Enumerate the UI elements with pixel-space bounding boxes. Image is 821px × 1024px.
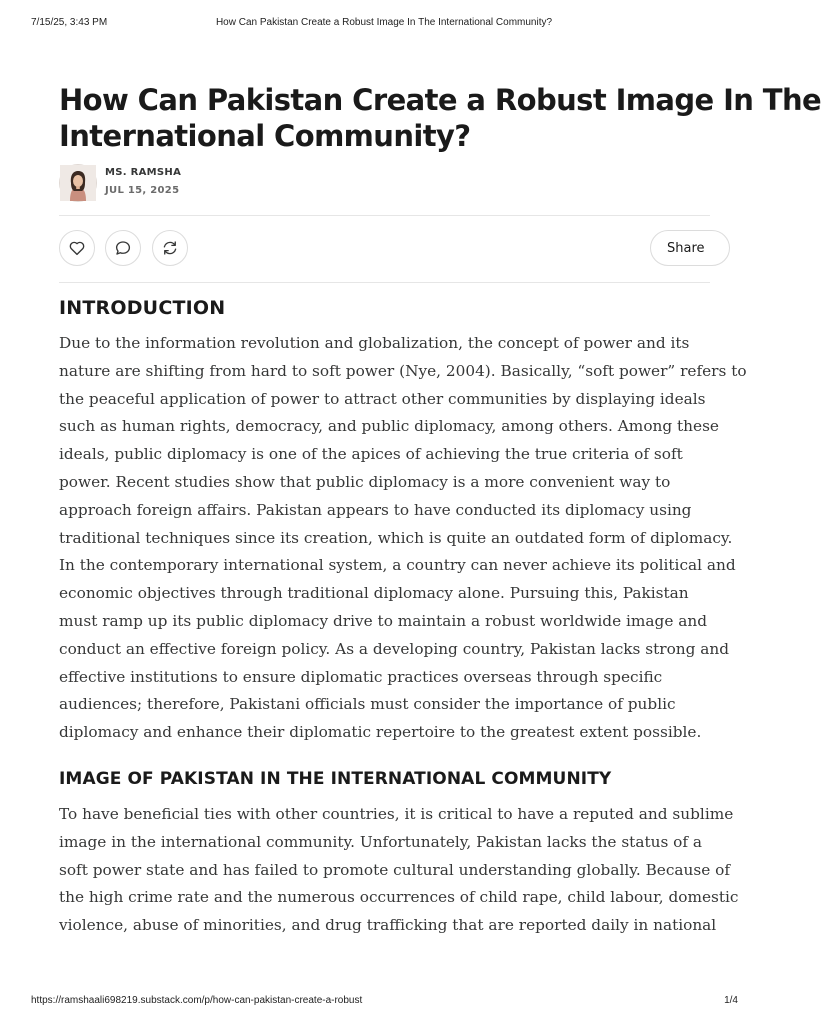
paragraph-line: effective institutions to ensure diplomatic practices overseas through specific — [59, 667, 663, 686]
paragraph-line: conduct an effective foreign policy. As a developing country, Pakistan lacks strong and — [59, 639, 730, 658]
byline — [59, 164, 710, 204]
author-avatar[interactable] — [59, 164, 97, 202]
comment-icon — [114, 239, 132, 257]
divider — [59, 215, 710, 216]
post-content — [59, 0, 821, 990]
paragraph-line: the high crime rate and the numerous occurrences of child rape, child labour, domestic — [59, 888, 739, 907]
share-button-label: Share — [667, 240, 705, 256]
post-actions — [59, 230, 739, 268]
paragraph-line: violence, abuse of minorities, and drug trafficking that are reported daily in national — [59, 916, 717, 935]
restack-icon — [161, 239, 179, 257]
post-title-line: International Community? — [59, 119, 471, 153]
paragraph-line: must ramp up its public diplomacy drive to maintain a robust worldwide image and — [59, 611, 707, 630]
author-name[interactable]: MS. RAMSHA — [105, 167, 182, 178]
print-page-title: How Can Pakistan Create a Robust Image In The International Community? — [215, 17, 553, 28]
paragraph — [59, 801, 759, 940]
restack-button[interactable] — [152, 230, 188, 266]
print-url: https://ramshaali698219.substack.com/p/how-can-pakistan-create-a-robust — [31, 995, 363, 1006]
paragraph-line: traditional techniques since its creation, which is quite an outdated form of diplomacy. — [59, 528, 733, 547]
share-button[interactable] — [650, 230, 730, 266]
heart-icon — [68, 239, 86, 257]
paragraph-line: audiences; therefore, Pakistani officials must consider the importance of public — [59, 695, 676, 714]
paragraph-line: power. Recent studies show that public diplomacy is a more convenient way to — [59, 472, 671, 491]
paragraph-line: ideals, public diplomacy is one of the apices of achieving the true criteria of soft — [59, 445, 683, 464]
paragraph-line: To have beneficial ties with other countries, it is critical to have a reputed and sublime — [59, 805, 734, 823]
paragraph-line: economic objectives through traditional diplomacy alone. Pursuing this, Pakistan — [59, 584, 689, 603]
paragraph-line: soft power state and has failed to promote cultural understanding globally. Because of — [59, 860, 731, 879]
paragraph-line: the peaceful application of power to attract other communities by displaying ideals — [59, 389, 706, 408]
paragraph-line: such as human rights, democracy, and public diplomacy, among others. Among these — [59, 417, 719, 436]
post-title — [59, 82, 821, 154]
avatar-portrait-icon — [60, 165, 96, 201]
publish-date: JUL 15, 2025 — [105, 185, 180, 196]
paragraph-line: image in the international community. Unfortunately, Pakistan lacks the status of a — [59, 832, 703, 851]
section-heading: IMAGE OF PAKISTAN IN THE INTERNATIONAL COMMUNITY — [59, 769, 612, 789]
post-title-line: How Can Pakistan Create a Robust Image In The — [59, 83, 821, 117]
like-button[interactable] — [59, 230, 95, 266]
page-number: 1/4 — [724, 995, 738, 1006]
paragraph — [59, 330, 759, 747]
print-datetime: 7/15/25, 3:43 PM — [31, 17, 108, 28]
section-heading: INTRODUCTION — [59, 297, 226, 319]
paragraph-line: Due to the information revolution and globalization, the concept of power and its — [59, 334, 690, 352]
paragraph-line: approach foreign affairs. Pakistan appears to have conducted its diplomacy using — [59, 500, 692, 519]
comment-button[interactable] — [105, 230, 141, 266]
paragraph-line: nature are shifting from hard to soft power (Nye, 2004). Basically, “soft power” refers to — [59, 361, 747, 380]
divider — [59, 282, 710, 283]
paragraph-line: diplomacy and enhance their diplomatic repertoire to the greatest extent possible. — [59, 723, 702, 742]
paragraph-line: In the contemporary international system, a country can never achieve its political and — [59, 556, 736, 575]
